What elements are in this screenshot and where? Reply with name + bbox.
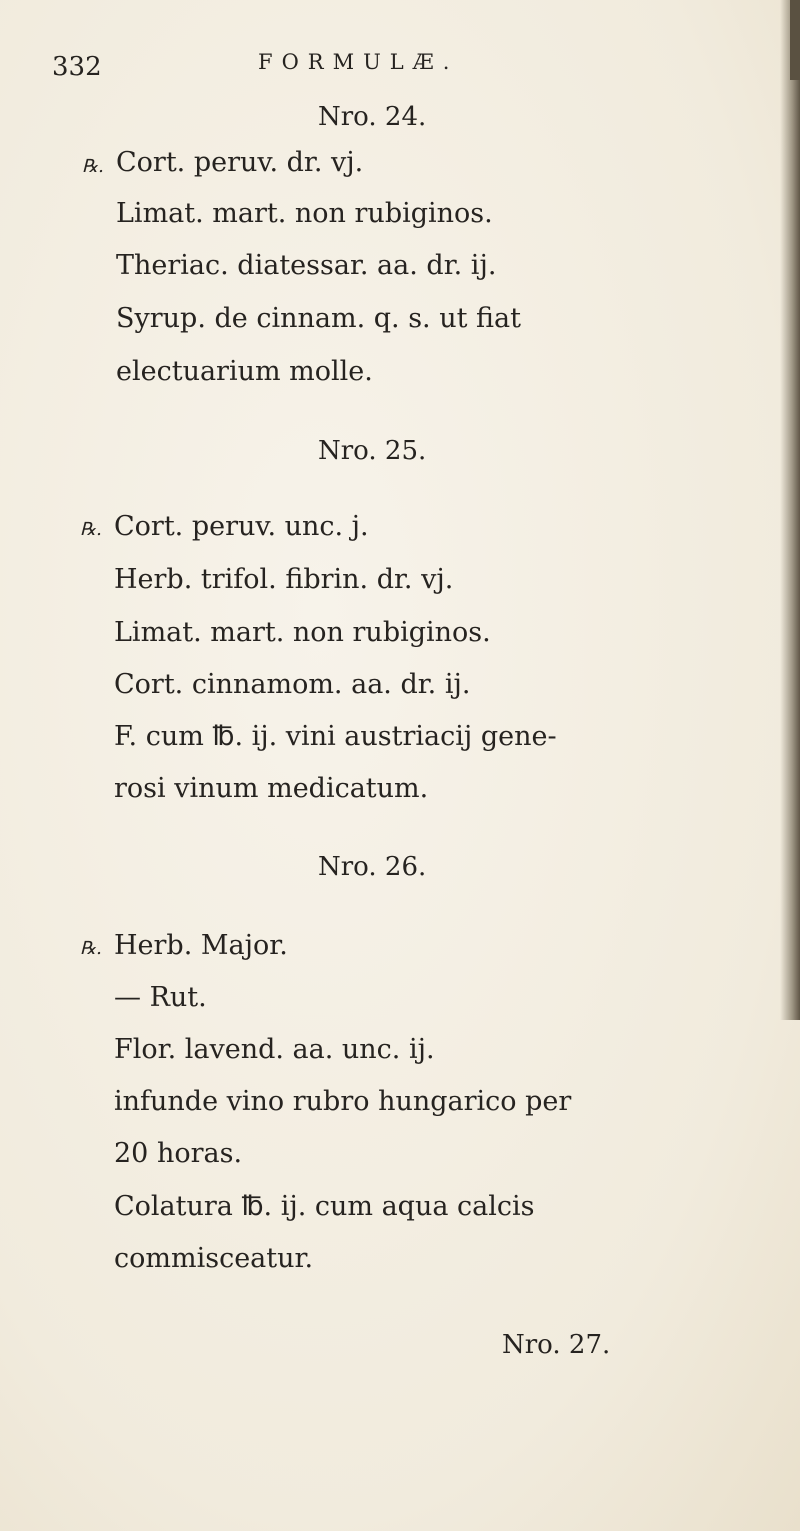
recipe-sign: ℞.: [80, 519, 102, 540]
recipe-line: Flor. lavend. aa. unc. ij.: [114, 1034, 435, 1065]
page-header: [52, 46, 572, 86]
recipe-line: rosi vinum medicatum.: [114, 773, 429, 804]
recipe-line: infunde vino rubro hungarico per: [114, 1086, 572, 1117]
recipe-number-24: Nro. 24.: [318, 102, 427, 132]
recipe-line: Cort. peruv. unc. j.: [114, 511, 369, 542]
recipe-line: electuarium molle.: [116, 356, 373, 387]
recipe-line: Colatura ℔. ij. cum aqua calcis: [114, 1191, 535, 1222]
page-number: 332: [52, 52, 102, 82]
recipe-line: Herb. Major.: [114, 930, 288, 961]
recipe-sign: ℞.: [80, 938, 102, 959]
catchword: Nro. 27.: [502, 1330, 611, 1360]
recipe-line: Syrup. de cinnam. q. s. ut fiat: [116, 303, 521, 334]
page-edge-dark: [790, 0, 800, 80]
recipe-line: Theriac. diatessar. aa. dr. ij.: [116, 250, 497, 281]
recipe-line: F. cum ℔. ij. vini austriacij gene-: [114, 721, 557, 752]
recipe-line: Limat. mart. non rubiginos.: [114, 617, 491, 648]
recipe-number-25: Nro. 25.: [318, 436, 427, 466]
recipe-line: commisceatur.: [114, 1243, 314, 1274]
running-head: FORMULÆ.: [258, 50, 459, 74]
page-edge-shadow: [780, 0, 800, 1020]
recipe-line: Herb. trifol. fibrin. dr. vj.: [114, 564, 454, 595]
recipe-number-26: Nro. 26.: [318, 852, 427, 882]
recipe-sign: ℞.: [82, 156, 104, 177]
recipe-line: 20 horas.: [114, 1138, 243, 1169]
recipe-line: — Rut.: [114, 982, 207, 1013]
recipe-line: Cort. peruv. dr. vj.: [116, 147, 364, 178]
recipe-line: Cort. cinnamom. aa. dr. ij.: [114, 669, 471, 700]
recipe-line: Limat. mart. non rubiginos.: [116, 198, 493, 229]
